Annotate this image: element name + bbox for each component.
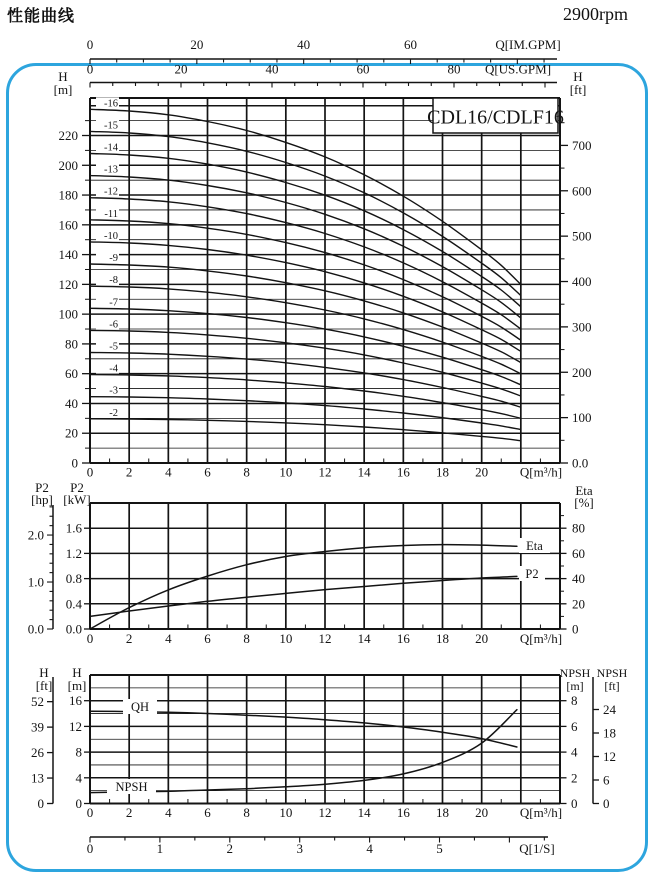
ls-tick: 2 [226, 841, 234, 856]
p2-kw-axis [63, 480, 90, 637]
p2-kw-tick: 1.6 [65, 520, 82, 536]
rpm-label: 2900rpm [563, 4, 628, 24]
stage-label: -3 [109, 385, 118, 397]
p2-kw-tick: 0.8 [65, 571, 82, 587]
x-tick-label: 6 [204, 631, 211, 646]
npsh-ft-header: [ft] [604, 679, 620, 693]
h-ft-axis [560, 69, 592, 471]
ls-tick: 3 [296, 841, 303, 856]
h-ft-axis-header: [ft] [569, 82, 587, 97]
hq-curve--15 [90, 131, 521, 295]
hq-curves [90, 97, 521, 440]
p2-kw-tick: 0.4 [65, 596, 82, 612]
npsh-m-tick: 4 [571, 744, 578, 760]
p2-kw-header: [kW] [63, 492, 91, 507]
x-tick-label: 8 [243, 805, 250, 820]
litres-per-second-axis [87, 837, 555, 856]
npsh-ft-tick: 12 [603, 748, 616, 764]
npsh-ft-axis [593, 666, 628, 811]
npsh-m-header: [m] [566, 679, 584, 693]
h-ft-tick: 0.0 [572, 455, 589, 471]
im-gpm-tick: 60 [404, 37, 418, 52]
eta-header: [%] [574, 495, 594, 510]
eta-curve-label: Eta [526, 539, 543, 553]
x-tick-label: 8 [243, 464, 250, 480]
x-tick-label: 18 [435, 631, 449, 646]
h-m-tick: 20 [65, 425, 78, 441]
us-gpm-axis-label: Q[US.GPM] [484, 61, 552, 77]
us-gpm-tick: 80 [447, 61, 461, 77]
h-ft-tick: 0 [37, 796, 44, 811]
stage-label: -6 [109, 319, 118, 331]
h-m-tick: 200 [58, 157, 78, 173]
npsh-ft-tick: 0 [603, 796, 610, 811]
stage-label: -2 [109, 407, 118, 419]
x-tick-label: 12 [318, 805, 332, 820]
x-tick-label: 6 [204, 805, 211, 820]
npsh-ft-tick: 24 [603, 701, 616, 717]
eta-tick: 0 [572, 621, 579, 637]
p2-hp-header: [hp] [31, 492, 53, 507]
p2-hp-axis [28, 480, 53, 637]
h-m-tick: 120 [58, 276, 78, 292]
h-ft-tick: 26 [31, 745, 44, 761]
head-flow-x-labels [87, 465, 562, 480]
p2-kw-tick: 0.0 [65, 621, 82, 637]
power-x-labels [87, 631, 562, 646]
x-tick-label: 2 [125, 805, 133, 820]
x-tick-label: 8 [243, 631, 250, 646]
x-tick-label: 10 [279, 805, 293, 820]
stage-label: -13 [104, 164, 118, 176]
x-tick-label: 14 [357, 464, 371, 480]
x-tick-label: 20 [475, 805, 489, 820]
npsh-m-tick: 8 [571, 693, 578, 709]
stage-label: -7 [109, 297, 118, 309]
h-m-tick: 0 [71, 455, 78, 471]
qh-x-labels [87, 805, 562, 820]
hq-curve--6 [90, 330, 521, 396]
npsh-m-tick: 0 [571, 796, 578, 811]
x-tick-label: 4 [165, 464, 172, 480]
us-gpm-tick: 40 [265, 61, 279, 77]
hq-curve--4 [90, 375, 521, 419]
head-flow-grid [90, 98, 560, 463]
h-m-tick: 180 [58, 187, 78, 203]
x-tick-label: 16 [396, 464, 410, 480]
x-tick-label: 20 [475, 631, 489, 646]
x-tick-label: 12 [318, 631, 332, 646]
us-gpm-axis [87, 62, 557, 88]
h-ft-tick: 300 [572, 319, 592, 335]
im-gpm-tick: 20 [190, 37, 204, 52]
ls-tick: 4 [366, 841, 373, 856]
p2-hp-header: P2 [35, 480, 49, 495]
curve-qh [90, 711, 517, 747]
x-axis-unit-label: Q[m³/h] [519, 464, 563, 480]
stage-label: -12 [104, 186, 118, 198]
page-title: 性能曲线 [7, 6, 76, 25]
npsh-ft-header: NPSH [596, 666, 628, 680]
eta-tick: 20 [572, 596, 585, 612]
stage-label: -9 [109, 253, 118, 265]
us-gpm-tick: 60 [356, 61, 370, 77]
im-gpm-axis-label: Q[IM.GPM] [495, 37, 561, 52]
x-tick-label: 16 [396, 805, 410, 820]
h-ft-tick: 400 [572, 274, 592, 290]
x-tick-label: 18 [435, 464, 449, 480]
x-tick-label: 0 [86, 805, 94, 820]
us-gpm-tick: 20 [174, 61, 188, 77]
stage-label: -16 [104, 98, 118, 110]
p2-hp-tick: 0.0 [27, 621, 44, 637]
x-tick-label: 6 [204, 464, 211, 480]
h-m-tick: 60 [65, 366, 78, 382]
im-gpm-axis [87, 37, 561, 64]
eta-tick: 60 [572, 545, 585, 561]
us-gpm-tick: 0 [86, 61, 94, 77]
h-ft-axis-header: H [573, 69, 583, 84]
im-gpm-tick: 40 [297, 37, 311, 52]
h-ft-tick: 600 [572, 183, 592, 199]
ls-tick: 1 [156, 841, 164, 856]
x-axis-unit-label: Q[m³/h] [519, 805, 563, 820]
stage-label: -5 [109, 341, 118, 353]
h-ft-tick: 700 [572, 137, 592, 153]
h-m-tick: 160 [58, 217, 78, 233]
stage-label: -14 [104, 142, 118, 154]
eta-tick: 80 [572, 520, 585, 536]
h-m-axis [54, 69, 90, 471]
p2-kw-tick: 1.2 [65, 545, 82, 561]
qh-curve-label: QH [130, 700, 150, 714]
x-tick-label: 14 [357, 805, 371, 820]
ls-tick: 0 [86, 841, 94, 856]
npsh-ft-tick: 6 [603, 772, 610, 788]
x-axis-unit-label: Q[m³/h] [519, 631, 563, 646]
h-m-tick: 80 [65, 336, 78, 352]
h-ft-axis-bottom [31, 665, 53, 811]
h-m-tick: 100 [58, 306, 78, 322]
npsh-m-tick: 2 [571, 770, 578, 786]
power-grid [90, 503, 560, 629]
x-tick-label: 0 [86, 631, 94, 646]
x-tick-label: 12 [318, 464, 332, 480]
h-m-tick: 140 [58, 247, 78, 263]
hq-curve--11 [90, 220, 521, 340]
h-m-axis-header: H [58, 69, 68, 84]
x-tick-label: 16 [396, 631, 410, 646]
h-ft-tick: 52 [31, 694, 44, 710]
x-tick-label: 2 [125, 631, 133, 646]
h-m-tick: 12 [69, 718, 82, 734]
x-tick-label: 20 [475, 464, 489, 480]
ls-tick: 5 [436, 841, 443, 856]
h-ft-tick: 39 [31, 719, 44, 735]
x-tick-label: 4 [165, 805, 172, 820]
h-m-tick: 0 [75, 796, 82, 811]
npsh-m-header: NPSH [559, 666, 591, 680]
hq-curve--10 [90, 242, 521, 352]
hq-curve--2 [90, 419, 521, 441]
npsh-m-axis [560, 666, 591, 811]
x-tick-label: 10 [279, 464, 293, 480]
h-m-header: [m] [67, 678, 87, 693]
h-m-axis-bottom [68, 665, 90, 811]
h-ft-header: [ft] [35, 678, 53, 693]
model-label: CDL16/CDLF16 [427, 106, 564, 129]
stage-label: -10 [104, 230, 118, 242]
x-tick-label: 18 [435, 805, 449, 820]
p2-curve-label: P2 [525, 567, 539, 581]
h-m-tick: 220 [58, 128, 78, 144]
x-tick-label: 0 [86, 464, 94, 480]
p2-hp-tick: 2.0 [27, 527, 44, 543]
im-gpm-tick: 0 [86, 37, 94, 52]
stage-label: -15 [104, 120, 118, 132]
h-m-tick: 8 [75, 744, 82, 760]
h-ft-tick: 500 [572, 228, 592, 244]
hq-curve--9 [90, 264, 521, 363]
model-label-box [427, 98, 564, 133]
stage-label: -11 [104, 208, 118, 220]
x-tick-label: 4 [165, 631, 172, 646]
h-ft-tick: 200 [572, 364, 592, 380]
x-tick-label: 2 [125, 464, 133, 480]
npsh-curve-label: NPSH [115, 780, 148, 794]
h-m-tick: 4 [75, 770, 82, 786]
x-tick-label: 10 [279, 631, 293, 646]
p2-hp-tick: 1.0 [27, 574, 44, 590]
h-ft-tick: 100 [572, 410, 592, 426]
h-ft-tick: 13 [31, 770, 44, 786]
ls-axis-label: Q[1/S] [519, 841, 555, 856]
stage-label: -8 [109, 275, 118, 287]
eta-header: Eta [575, 483, 593, 498]
eta-tick: 40 [572, 571, 585, 587]
npsh-m-tick: 6 [571, 718, 578, 734]
npsh-ft-tick: 18 [603, 725, 616, 741]
h-m-axis-header: [m] [53, 82, 73, 97]
eta-axis [560, 483, 594, 637]
x-tick-label: 14 [357, 631, 371, 646]
curve-eta [90, 545, 517, 629]
h-m-tick: 16 [69, 693, 82, 709]
p2-kw-header: P2 [70, 480, 84, 495]
h-m-tick: 40 [65, 395, 78, 411]
hq-curve--3 [90, 397, 521, 430]
stage-label: -4 [109, 363, 118, 375]
h-m-header: H [72, 665, 82, 680]
h-ft-header: H [39, 665, 49, 680]
